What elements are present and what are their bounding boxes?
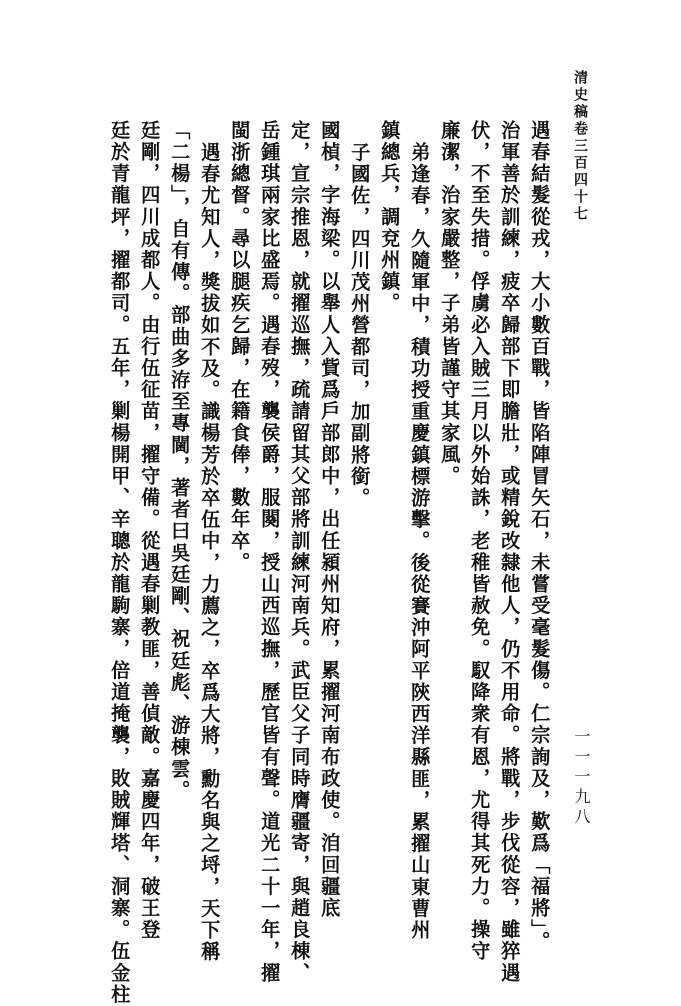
text-column: 岳鍾琪兩家比盛焉。遇春歿，襲侯爵，服闋，授山西巡撫，歷官皆有聲。道光二十一年，擢: [258, 120, 282, 984]
book-title: 清史稿卷三百四十七: [572, 70, 588, 223]
text-column: 遇春尤知人，獎拔如不及。識楊芳於卒伍中，力薦之，卒爲大將，勳名與之埒，天下稱: [198, 142, 222, 963]
text-column: 廷剛，四川成都人。由行伍征苗，擢守備。從遇春剿教匪，善偵敵。嘉慶四年，破王登: [138, 120, 162, 941]
text-column: 廷於青龍坪，擢都司。五年，剿楊開甲、辛聰於龍駒寨，倍道掩襲，敗賊輝塔、洞寨。伍金柱: [108, 120, 132, 1006]
text-column: 鎮總兵，調兗州鎮。: [378, 120, 402, 315]
text-column: 伏，不至失措。俘虜必入賊三月以外始誅，老稚皆赦免。馭降衆有恩，尤得其死力。操守: [468, 120, 492, 963]
text-column: 閩浙總督。尋以腿疾乞歸，在籍食俸，數年卒。: [228, 120, 252, 574]
text-column: 國楨，字海梁。以舉人入貲爲戶部郎中，出任潁州知府，累擢河南布政使。洎回疆底: [318, 120, 342, 920]
text-column: 治軍善於訓練，疲卒歸部下即膽壯，或精銳改隸他人，仍不用命。將戰，步伐從容，雖猝遇: [498, 120, 522, 984]
text-column: 廉潔，治家嚴整，子弟皆謹守其家風。: [438, 120, 462, 488]
text-column: 定，宣宗推恩，就擢巡撫，疏請留其父部將訓練河南兵。武臣父子同時膺疆寄，與趙良棟、: [288, 120, 312, 984]
text-column: 弟逢春，久隨軍中，積功授重慶鎮標游擊。後從賽沖阿平陝西洋縣匪，累擢山東曹州: [408, 142, 432, 942]
text-column: 「二楊」，自有傳。部曲多洊至專閫，著者曰吳廷剛、祝廷彪、游棟雲。: [168, 120, 192, 802]
text-column: 遇春結髮從戎，大小數百戰，皆陷陣冒矢石，未嘗受毫髮傷。仁宗詢及，歎爲「福將」。: [528, 120, 552, 953]
page-number: 一一一九八: [572, 728, 591, 828]
text-column: 子國佐，四川茂州營都司，加副將銜。: [348, 142, 372, 510]
